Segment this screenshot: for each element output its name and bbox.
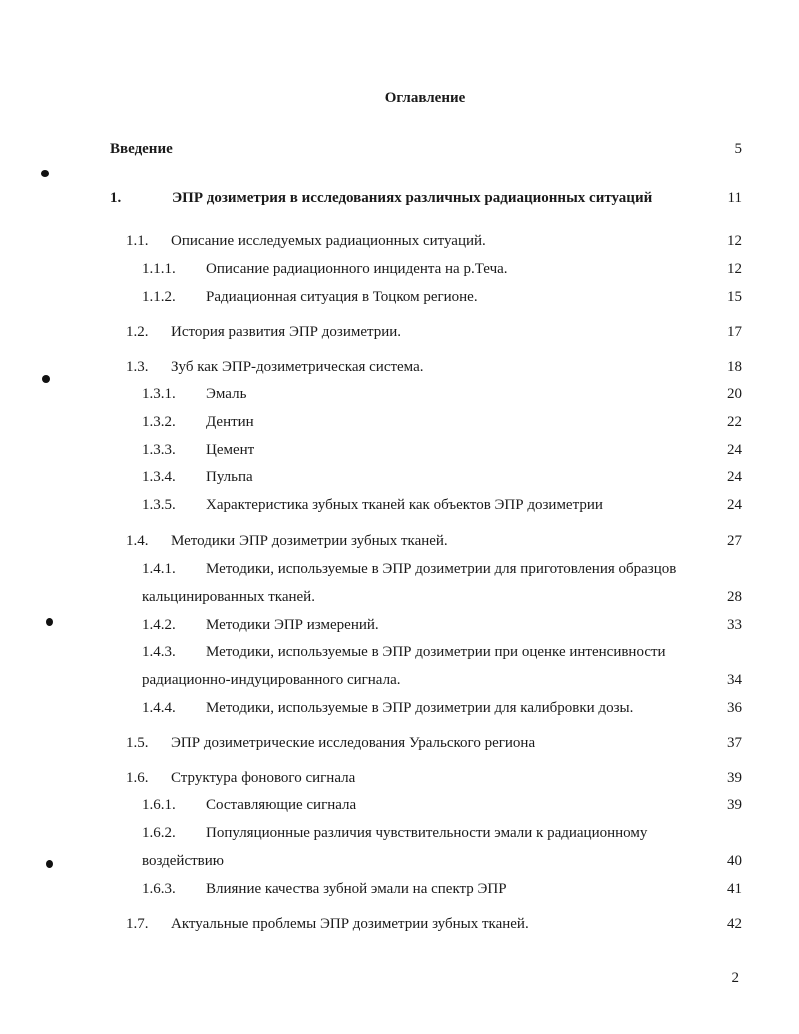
toc-entry-page: 17	[727, 324, 742, 340]
toc-chapter-1-num: 1.	[110, 190, 122, 206]
toc-entry-continuation: кальцинированных тканей.	[142, 589, 315, 605]
toc-entry-page: 37	[727, 735, 742, 751]
toc-entry-label: Методики, используемые в ЭПР дозиметрии для приготовления образцов	[206, 561, 677, 577]
toc-entry-label: Методики ЭПР измерений.	[206, 617, 379, 633]
scan-speck	[46, 618, 53, 626]
toc-entry-page: 33	[727, 617, 742, 633]
toc-chapter-1-page: 11	[727, 190, 742, 206]
toc-entry-num: 1.1.	[126, 233, 149, 249]
toc-entry-label: Влияние качества зубной эмали на спектр ЭПР	[206, 881, 507, 897]
toc-entry-label: История развития ЭПР дозиметрии.	[171, 324, 402, 340]
toc-entry-page: 41	[727, 881, 742, 897]
scan-speck	[42, 375, 50, 383]
toc-entry-label: Цемент	[206, 442, 255, 458]
toc-entry-label: ЭПР дозиметрические исследования Уральского региона	[171, 735, 536, 751]
toc-entry-page: 42	[727, 916, 742, 932]
toc-entry-label: Актуальные проблемы ЭПР дозиметрии зубных тканей.	[171, 916, 529, 932]
toc-entry-num: 1.4.1.	[142, 561, 176, 577]
toc-entry-page: 40	[727, 853, 742, 869]
toc-entry-page: 12	[727, 261, 742, 277]
toc-entry-num: 1.5.	[126, 735, 149, 751]
toc-entry-label: Описание радиационного инцидента на р.Теча.	[206, 261, 508, 277]
toc-entry-num: 1.2.	[126, 324, 149, 340]
toc-title: Оглавление	[384, 90, 466, 106]
toc-entry-num: 1.4.2.	[142, 617, 176, 633]
toc-entry-label: Составляющие сигнала	[206, 797, 357, 813]
toc-entry-page: 24	[727, 469, 742, 485]
toc-entry-continuation: воздействию	[142, 853, 224, 869]
toc-entry-num: 1.6.	[126, 770, 149, 786]
toc-entry-page: 22	[727, 414, 742, 430]
toc-entry-label: Пульпа	[206, 469, 253, 485]
toc-entry-num: 1.4.3.	[142, 644, 176, 660]
toc-entry-page: 15	[727, 289, 742, 305]
toc-entry-page: 34	[727, 672, 742, 688]
toc-entry-num: 1.3.3.	[142, 442, 176, 458]
toc-entry-label: Популяционные различия чувствительности эмали к радиационному	[206, 825, 648, 841]
toc-entry-label: Радиационная ситуация в Тоцком регионе.	[206, 289, 478, 305]
toc-entry-label: Дентин	[206, 414, 254, 430]
toc-intro-label: Введение	[110, 141, 173, 157]
toc-entry-num: 1.6.1.	[142, 797, 176, 813]
toc-entry-page: 12	[727, 233, 742, 249]
toc-entry-label: Эмаль	[206, 386, 247, 402]
page-number: 2	[731, 970, 739, 986]
toc-entry-page: 18	[727, 359, 742, 375]
toc-entry-page: 27	[727, 533, 742, 549]
toc-entry-page: 36	[727, 700, 742, 716]
toc-entry-label: Зуб как ЭПР-дозиметрическая система.	[171, 359, 424, 375]
toc-entry-num: 1.1.2.	[142, 289, 176, 305]
toc-entry-label: Описание исследуемых радиационных ситуаций.	[171, 233, 486, 249]
toc-entry-num: 1.4.4.	[142, 700, 176, 716]
toc-entry-label: Методики, используемые в ЭПР дозиметрии для калибровки дозы.	[206, 700, 634, 716]
toc-entry-label: Структура фонового сигнала	[171, 770, 356, 786]
toc-entry-page: 20	[727, 386, 742, 402]
toc-entry-num: 1.3.4.	[142, 469, 176, 485]
toc-entry-label: Характеристика зубных тканей как объектов ЭПР дозиметрии	[206, 497, 603, 513]
toc-entry-label: Методики, используемые в ЭПР дозиметрии при оценке интенсивности	[206, 644, 666, 660]
toc-entry-num: 1.3.1.	[142, 386, 176, 402]
toc-entry-num: 1.1.1.	[142, 261, 176, 277]
toc-entry-num: 1.3.	[126, 359, 149, 375]
toc-entry-num: 1.3.2.	[142, 414, 176, 430]
toc-entry-page: 24	[727, 442, 742, 458]
toc-intro-page: 5	[734, 141, 742, 157]
toc-entry-page: 28	[727, 589, 742, 605]
toc-entry-page: 39	[727, 770, 742, 786]
toc-entry-num: 1.6.2.	[142, 825, 176, 841]
toc-entry-num: 1.4.	[126, 533, 149, 549]
toc-entry-label: Методики ЭПР дозиметрии зубных тканей.	[171, 533, 448, 549]
toc-entry-num: 1.3.5.	[142, 497, 176, 513]
toc-entry-num: 1.6.3.	[142, 881, 176, 897]
scan-speck	[46, 860, 53, 868]
toc-intro	[110, 141, 173, 158]
toc-entry-num: 1.7.	[126, 916, 149, 932]
toc-chapter-1-label: ЭПР дозиметрия в исследованиях различных радиационных ситуаций	[172, 190, 653, 206]
toc-entry-continuation: радиационно-индуцированного сигнала.	[142, 672, 401, 688]
toc-entry-page: 39	[727, 797, 742, 813]
toc-entry-page: 24	[727, 497, 742, 513]
scan-speck	[41, 170, 49, 177]
